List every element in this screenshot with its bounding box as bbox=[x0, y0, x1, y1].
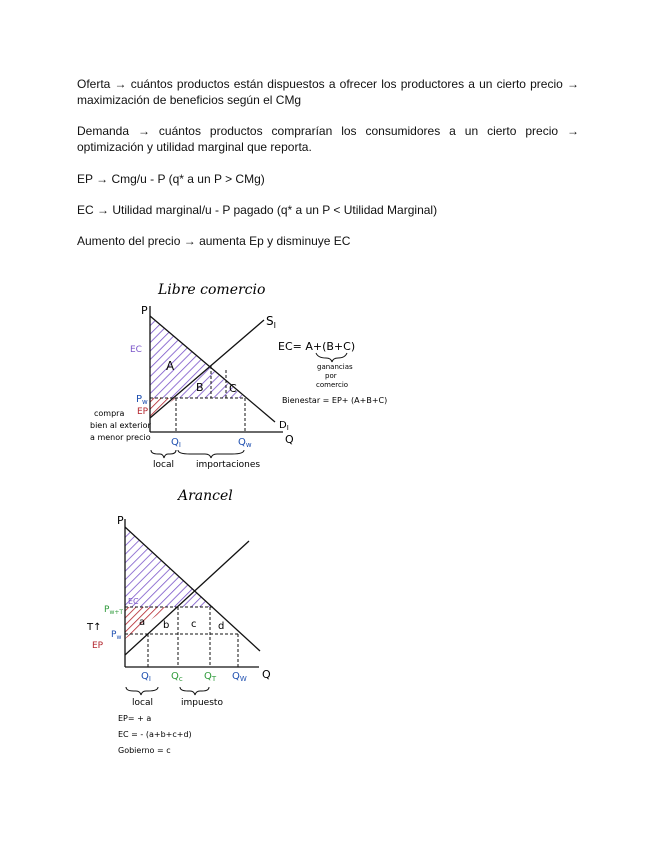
imports-brace bbox=[178, 450, 244, 458]
supply-label: $S_I$ bbox=[266, 314, 276, 330]
area-a-label: A bbox=[166, 359, 175, 373]
tariff-title: Arancel bbox=[178, 488, 233, 504]
area-a-label: a bbox=[139, 617, 146, 628]
area-b-label: b bbox=[163, 620, 170, 631]
qw-label: $Q_W$ bbox=[232, 671, 247, 683]
pw-label: $P_w$ bbox=[136, 394, 148, 406]
pwt-label: $P_{w+T}$ bbox=[104, 605, 124, 616]
qi-label: $Q_I$ bbox=[141, 671, 151, 683]
tariff-up-label: T↑ bbox=[87, 622, 102, 633]
welfare-formula: Bienestar = EP+ (A+B+C) bbox=[282, 396, 388, 405]
tax-label: impuesto bbox=[181, 698, 223, 708]
local-label: local bbox=[132, 698, 153, 708]
tariff-note-ec: EC = - (a+b+c+d) bbox=[118, 730, 192, 739]
p-axis-label: P bbox=[141, 304, 148, 317]
gain-note-line2: por bbox=[325, 372, 337, 380]
gain-brace bbox=[316, 353, 347, 362]
area-d-label: d bbox=[218, 621, 225, 632]
gain-note-line1: ganancias bbox=[317, 363, 353, 371]
ec-label: EC bbox=[128, 597, 139, 606]
area-c-label: c bbox=[191, 619, 197, 630]
ep-label: EP bbox=[92, 641, 104, 651]
paragraph-ec: EC → Utilidad marginal/u - P pagado (q* a un P < Utilidad Marginal) bbox=[77, 203, 438, 217]
gain-note-line3: comercio bbox=[316, 381, 349, 389]
tax-brace bbox=[180, 687, 209, 695]
p-axis-label: P bbox=[117, 514, 124, 527]
paragraph-demanda: Demanda → cuántos productos comprarían los consumidores a un cierto precio → optimización y utilidad marginal que reporta. bbox=[77, 124, 579, 154]
paragraph-aumento-precio: Aumento del precio → aumenta Ep y disminuye EC bbox=[77, 234, 351, 248]
qc-label: $Q_c$ bbox=[171, 671, 183, 683]
tariff-note-ep: EP= + a bbox=[118, 714, 152, 723]
q-axis-label: Q bbox=[285, 433, 294, 446]
area-b-label: B bbox=[196, 381, 204, 394]
import-note-line3: a menor precio bbox=[90, 433, 151, 442]
tariff-diagram bbox=[85, 482, 285, 762]
local-brace bbox=[151, 450, 176, 458]
imports-label: importaciones bbox=[196, 460, 261, 470]
ep-label: EP bbox=[137, 407, 149, 417]
tariff-note-gobierno: Gobierno = c bbox=[118, 746, 171, 755]
paragraph-oferta: Oferta → cuántos productos están dispuestos a ofrecer los productores a un cierto precio → maximización de beneficios según el CMg bbox=[77, 77, 579, 107]
qw-label: $Q_w$ bbox=[238, 437, 252, 449]
import-note-line1: compra bbox=[94, 409, 125, 418]
ec-formula: EC= A+(B+C) bbox=[278, 340, 356, 353]
qi-label: $Q_I$ bbox=[171, 437, 181, 449]
pw-label: $P_w$ bbox=[111, 630, 122, 641]
import-note-line2: bien al exterior bbox=[90, 421, 151, 430]
ec-label: EC bbox=[130, 345, 142, 355]
local-label: local bbox=[153, 460, 174, 470]
local-brace bbox=[126, 687, 158, 695]
paragraph-ep: EP → Cmg/u - P (q* a un P > CMg) bbox=[77, 172, 265, 186]
free-trade-diagram bbox=[85, 272, 405, 477]
demand-label: $D_I$ bbox=[279, 420, 289, 432]
qt-label: $Q_T$ bbox=[204, 671, 217, 683]
q-axis-label: Q bbox=[262, 668, 271, 681]
area-c-label: C bbox=[229, 382, 237, 395]
free-trade-title: Libre comercio bbox=[158, 282, 266, 298]
